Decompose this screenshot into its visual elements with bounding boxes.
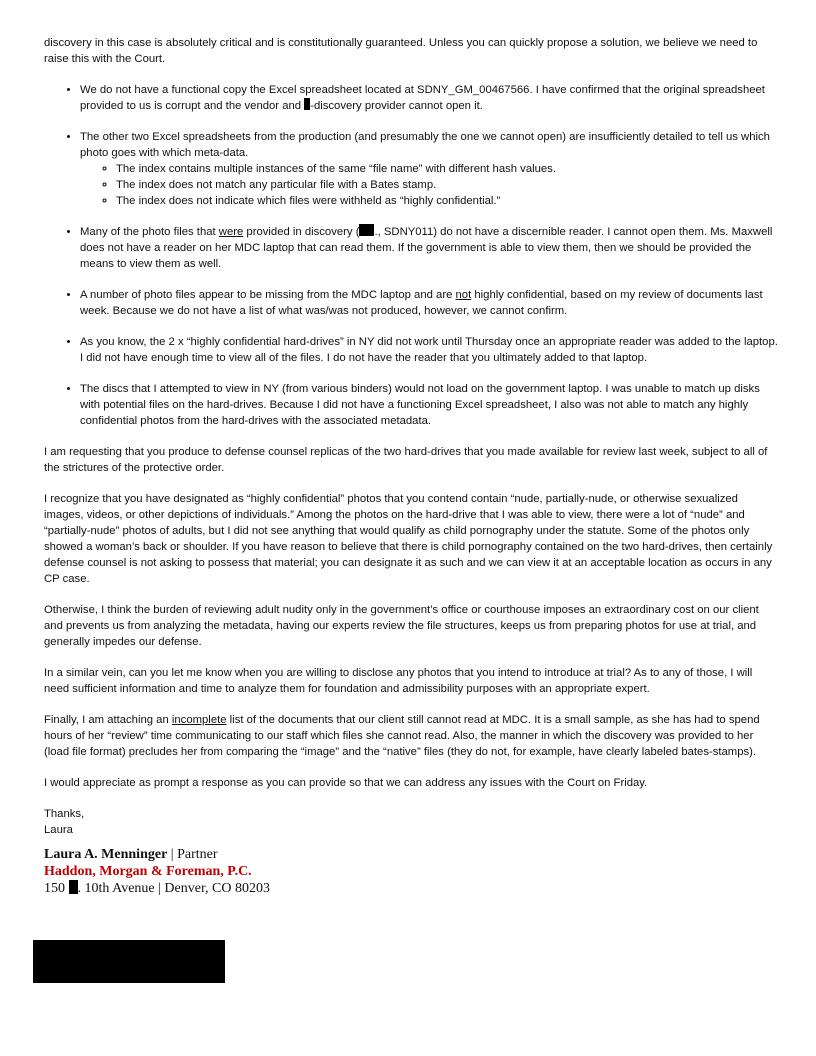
- issues-list: [44, 82, 779, 429]
- attachment-paragraph: [44, 712, 779, 760]
- signature-separator: |: [167, 847, 178, 862]
- thanks-line: Thanks,: [44, 808, 85, 820]
- signature-title: Partner: [177, 847, 218, 862]
- address-text: 150: [44, 881, 69, 896]
- issue-text: highly confidential, based on my review of documents last week. Because we do not have a list of what was/was not produced, however, we cannot confirm.: [80, 289, 763, 317]
- burden-paragraph: Otherwise, I think the burden of reviewing adult nudity only in the government’s office or courthouse imposes an extraordinary cost on our client and prevents us from analyzing the metadata, having our experts review the file structures, keeps us from preparing photos for use at trial, and generally impedes our defense.: [44, 604, 759, 648]
- request-paragraph: I am requesting that you produce to defense counsel replicas of the two hard-drives that you made available for review last week, subject to all of the strictures of the protective order.: [44, 446, 768, 474]
- redaction-mark: [69, 880, 78, 894]
- paragraph-text: list of the documents that our client still cannot read at MDC. It is a small sample, as she has had to spend hours of her “review” time communicating to our staff which files she cannot read. Also, the manner in which the discovery was provided to her (load file format) precludes her from comparing the “image” and the “native” files (they do not, for example, have clearly labeled bates-stamps).: [44, 714, 760, 758]
- issue-spreadsheet-corrupt: [80, 82, 779, 114]
- issue-hard-drives: • As you know, the 2 x “highly confidential hard-drives” in NY did not work until Thursday once an appropriate reader was added to the laptop. I did not have enough time to view all of the files. I do not have the reader that you ultimately added to that laptop.: [80, 334, 779, 366]
- email-body: [44, 35, 779, 897]
- issue-missing-files: [80, 287, 779, 319]
- index-problem-item: ◦ The index does not match any particular file with a Bates stamp.: [116, 177, 779, 193]
- signature-name: Laura A. Menninger: [44, 847, 168, 862]
- signature-firm: Haddon, Morgan & Foreman, P.C.: [44, 864, 252, 879]
- email-signature: [44, 846, 779, 897]
- signature-address: [44, 880, 779, 897]
- issue-text: provided in discovery (: [243, 226, 360, 238]
- paragraph-text: Finally, I am attaching an: [44, 714, 172, 726]
- issue-text: The other two Excel spreadsheets from the production (and presumably the one we cannot open) are insufficiently detailed to tell us which photo goes with which meta-data.: [80, 131, 770, 159]
- index-problem-item: ◦ The index does not indicate which files were withheld as “highly confidential.”: [116, 193, 779, 209]
- confidential-paragraph: I recognize that you have designated as “highly confidential” photos that you contend contain “nude, partially-nude, or otherwise sexualized images, videos, or other depictions of individuals.” Among the photos on the hard-drive that I was able to view, there were a lot of “nude” and “partially-nude” photos of adults, but I did not see anything that would qualify as child pornography under the statute. Some of the photos only showed a woman’s back or shoulder. If you have reason to believe that there is child pornography contained on the two hard-drives, then certainly defense counsel is not asking to possess that material; you can designate it as such and we can view it at an acceptable location as occurs in any CP case.: [44, 493, 773, 585]
- address-text: . 10th Avenue | Denver, CO 80203: [77, 881, 271, 896]
- index-problem-item: ◦ The index contains multiple instances of the same “file name” with different hash values.: [116, 161, 779, 177]
- intro-paragraph: discovery in this case is absolutely critical and is constitutionally guaranteed. Unless you can quickly propose a solution, we believe we need to raise this with the Court.: [44, 37, 758, 65]
- closing-request-paragraph: I would appreciate as prompt a response as you can provide so that we can address any issues with the Court on Friday.: [44, 777, 648, 789]
- issue-text: -discovery provider cannot open it.: [310, 100, 483, 112]
- signature-name-line: [44, 846, 779, 863]
- redaction-mark: [359, 224, 374, 236]
- underlined-word: not: [455, 289, 472, 301]
- issue-text: We do not have a functional copy the Excel spreadsheet located at SDNY_GM_00467566. I have confirmed that the original spreadsheet provided to us is corrupt and the vendor and: [80, 84, 765, 112]
- underlined-word: were: [218, 226, 244, 238]
- issue-text: ., SDNY011) do not have a discernible reader. I cannot open them. Ms. Maxwell does not have a reader on her MDC laptop that can read them. If the government is able to view them, then we should be provided the means to view them as well.: [80, 226, 773, 270]
- sign-off: [44, 806, 779, 838]
- redaction-block: [33, 940, 225, 983]
- first-name-line: Laura: [44, 824, 73, 836]
- issue-spreadsheet-detail: [80, 129, 779, 209]
- trial-photos-paragraph: In a similar vein, can you let me know when you are willing to disclose any photos that you intend to introduce at trial? As to any of those, I will need sufficient information and time to analyze them for foundation and admissibility purposes with an appropriate expert.: [44, 667, 753, 695]
- issue-text: A number of photo files appear to be missing from the MDC laptop and are: [80, 289, 456, 301]
- index-problems-list: [80, 161, 779, 209]
- issue-discs: • The discs that I attempted to view in NY (from various binders) would not load on the government laptop. I was unable to match up disks with potential files on the hard-drives. Because I did not have a functioning Excel spreadsheet, I also was not able to match any highly confidential photos from the hard-drives with the associated metadata.: [80, 381, 779, 429]
- underlined-word: incomplete: [171, 714, 227, 726]
- issue-photo-reader: [80, 224, 779, 272]
- issue-text: Many of the photo files that: [80, 226, 219, 238]
